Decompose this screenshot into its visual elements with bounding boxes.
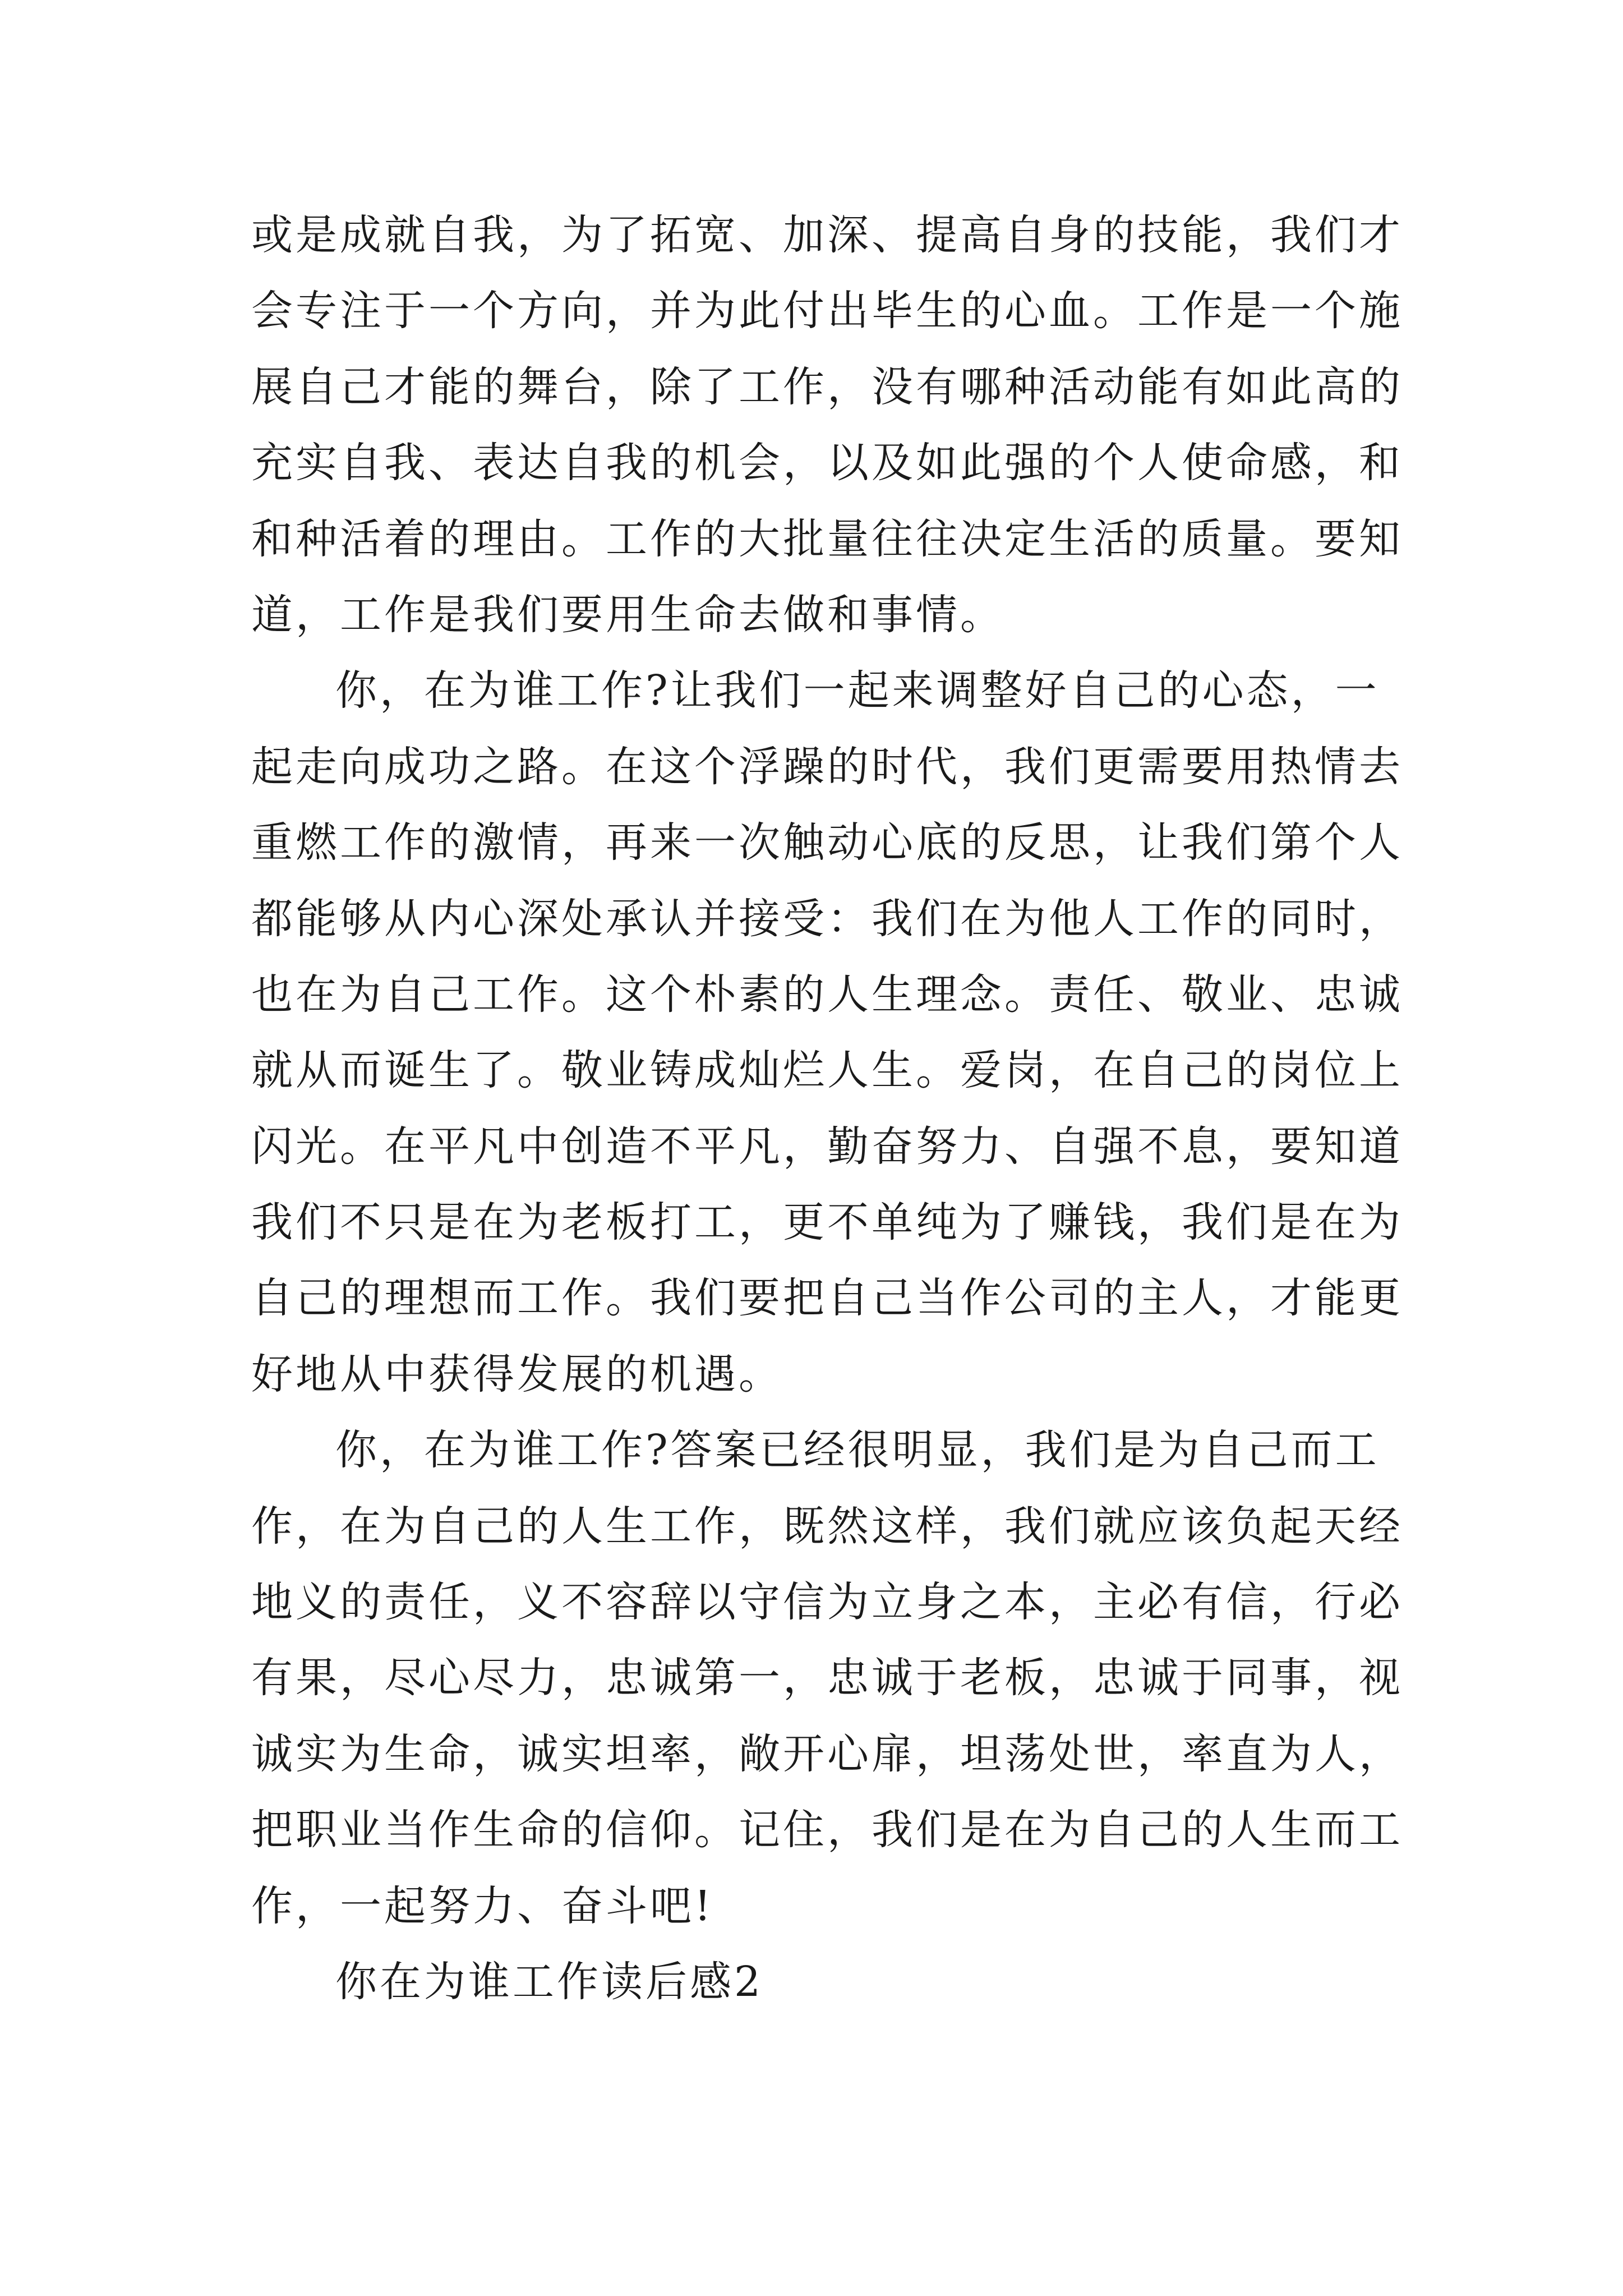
document-body (251, 197, 1445, 2020)
text-line: 或是成就自我，为了拓宽、加深、提高自身的技能，我们才 (251, 211, 1403, 259)
text-line: 有果，尽心尽力，忠诚第一，忠诚于老板，忠诚于同事，视 (251, 1654, 1403, 1703)
text-line: 闪光。在平凡中创造不平凡，勤奋努力、自强不息，要知道 (251, 1122, 1403, 1171)
text-line: 好地从中获得发展的机遇。 (251, 1350, 783, 1398)
text-line: 自己的理想而工作。我们要把自己当作公司的主人，才能更 (251, 1274, 1403, 1323)
text-line: 和种活着的理由。工作的大批量往往决定生活的质量。要知 (251, 514, 1403, 563)
text-line: 作，在为自己的人生工作，既然这样，我们就应该负起天经 (251, 1502, 1403, 1550)
text-line: 重燃工作的激情，再来一次触动心底的反思，让我们第个人 (251, 818, 1403, 867)
paragraph (251, 1412, 1445, 1944)
paragraph (251, 197, 1445, 653)
heading-line: 你在为谁工作读后感2 (335, 1957, 764, 2006)
text-line: 地义的责任，义不容辞以守信为立身之本，主必有信，行必 (251, 1578, 1403, 1627)
paragraph (251, 653, 1445, 1412)
text-line: 诚实为生命，诚实坦率，敞开心扉，坦荡处世，率直为人， (251, 1729, 1403, 1778)
text-line: 起走向成功之路。在这个浮躁的时代，我们更需要用热情去 (251, 742, 1403, 791)
section-heading (251, 1944, 1445, 2020)
text-line: 你，在为谁工作?答案已经很明显，我们是为自己而工 (335, 1426, 1380, 1475)
text-line: 道，工作是我们要用生命去做和事情。 (251, 590, 1004, 639)
text-line: 把职业当作生命的信仰。记住，我们是在为自己的人生而工 (251, 1806, 1403, 1855)
text-line: 我们不只是在为老板打工，更不单纯为了赚钱，我们是在为 (251, 1198, 1403, 1247)
text-line: 会专注于一个方向，并为此付出毕生的心血。工作是一个施 (251, 287, 1403, 335)
text-line: 也在为自己工作。这个朴素的人生理念。责任、敬业、忠诚 (251, 970, 1403, 1019)
text-line: 充实自我、表达自我的机会，以及如此强的个人使命感，和 (251, 439, 1403, 487)
text-line: 作，一起努力、奋斗吧! (251, 1881, 714, 1930)
text-line: 你，在为谁工作?让我们一起来调整好自己的心态，一 (335, 666, 1380, 715)
text-line: 展自己才能的舞台，除了工作，没有哪种活动能有如此高的 (251, 362, 1403, 411)
text-line: 就从而诞生了。敬业铸成灿烂人生。爱岗，在自己的岗位上 (251, 1046, 1403, 1095)
text-line: 都能够从内心深处承认并接受：我们在为他人工作的同时， (251, 894, 1403, 943)
